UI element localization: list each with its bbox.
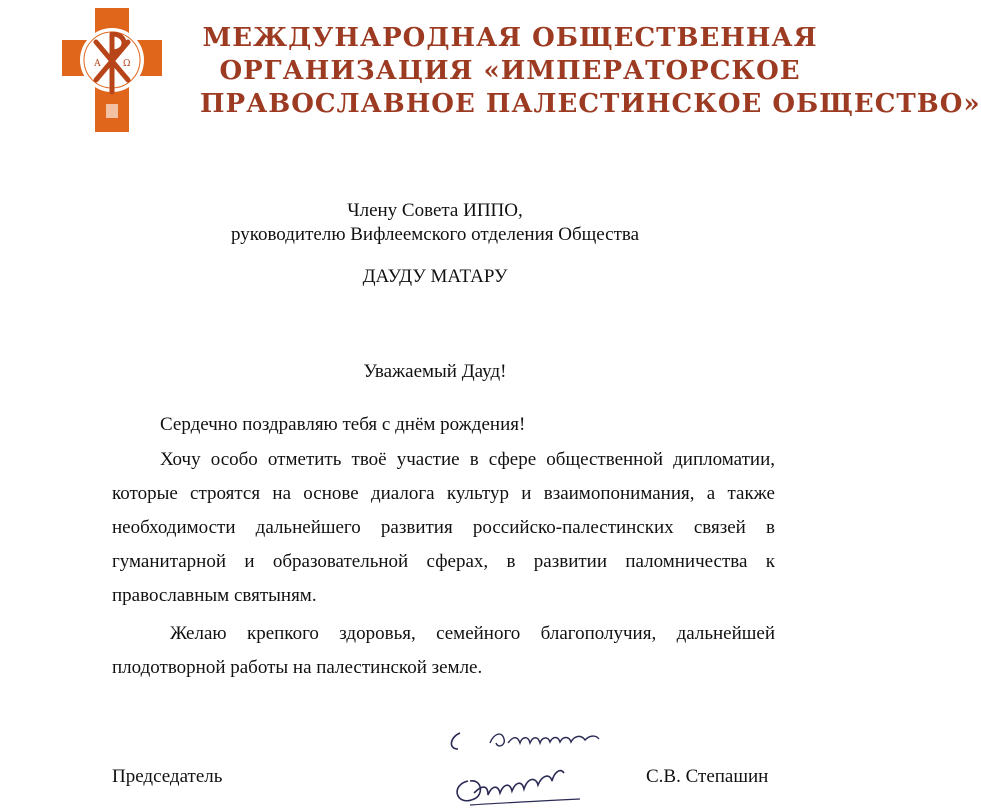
paragraph-2: [112, 443, 775, 613]
org-title-line: ОРГАНИЗАЦИЯ «ИМПЕРАТОРСКОЕ: [219, 56, 801, 86]
org-title-line: ПРАВОСЛАВНОЕ ПАЛЕСТИНСКОЕ ОБЩЕСТВО»: [200, 89, 981, 119]
paragraph-line: Хочу особо отметить твоё участие в сфере общественной дипломатии,: [160, 449, 775, 470]
organization-logo-icon: [62, 8, 162, 132]
signatory-name: С.В. Степашин: [646, 766, 769, 787]
org-title-line: МЕЖДУНАРОДНАЯ ОБЩЕСТВЕННАЯ: [202, 23, 818, 53]
addressee-line-2: руководителю Вифлеемского отделения Общества: [230, 224, 640, 245]
handwritten-signature-icon: [440, 715, 640, 812]
greeting: Уважаемый Дауд!: [363, 361, 507, 382]
paragraph-1: Сердечно поздравляю тебя с днём рождения!: [160, 414, 526, 435]
signatory-title: Председатель: [112, 766, 223, 787]
paragraph-line: Желаю крепкого здоровья, семейного благополучия, дальнейшей: [170, 623, 775, 644]
paragraph-line: православным святыням.: [112, 585, 317, 606]
paragraph-line: которые строятся на основе диалога культур и взаимопонимания, а также: [112, 483, 775, 504]
organization-title: [200, 22, 981, 121]
logo-alpha-letter: А: [94, 59, 101, 69]
paragraph-3: [112, 617, 775, 685]
paragraph-line: необходимости дальнейшего развития российско-палестинских связей в: [112, 517, 775, 538]
paragraph-line: гуманитарной и образовательной сферах, в развитии паломничества к: [112, 551, 775, 572]
logo-omega-letter: Ω: [123, 59, 131, 69]
paragraph-line: плодотворной работы на палестинской земле.: [112, 657, 483, 678]
addressee-name: ДАУДУ МАТАРУ: [362, 266, 508, 287]
addressee-line-1: Члену Совета ИППО,: [347, 200, 523, 221]
